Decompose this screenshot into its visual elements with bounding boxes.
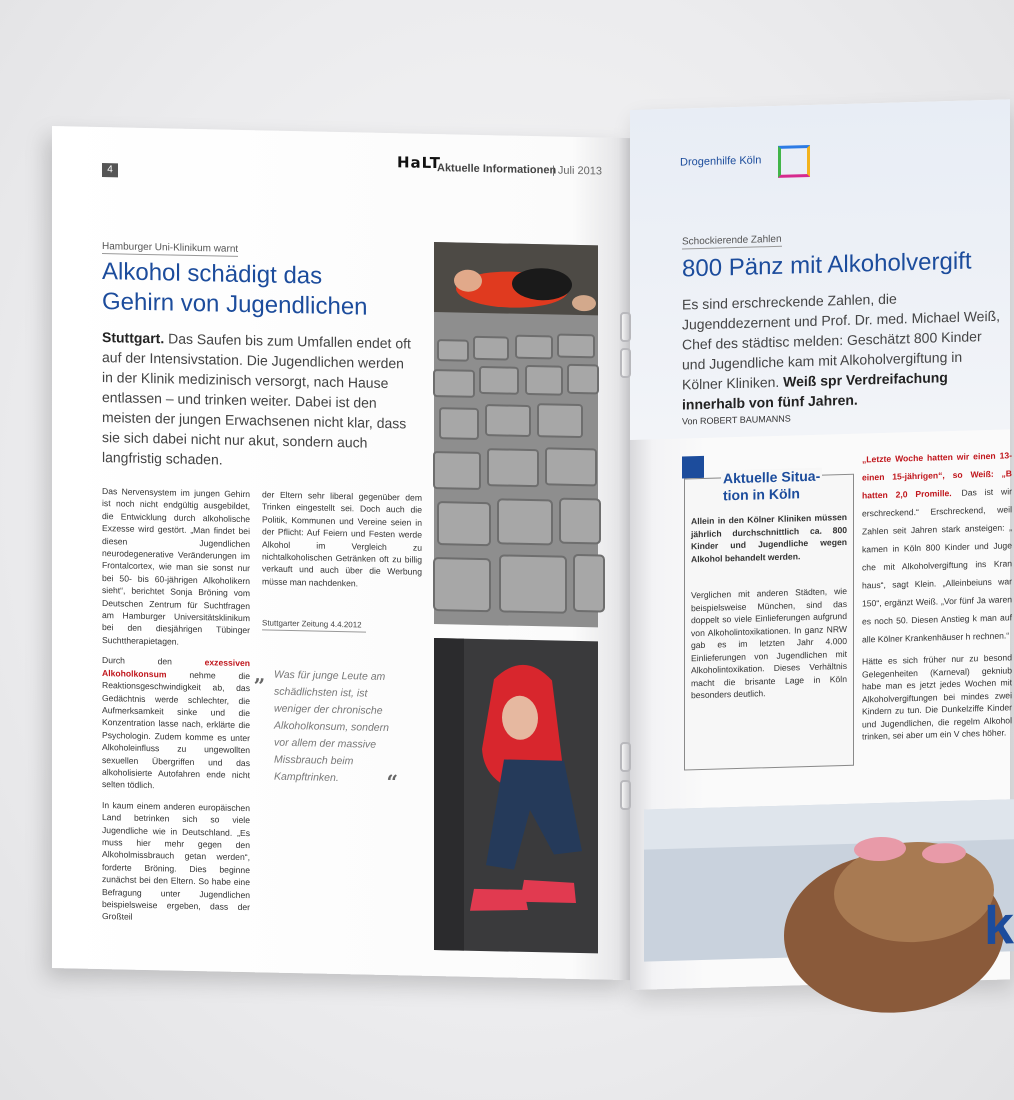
hooded-youth-graphic <box>434 638 598 953</box>
left-page <box>52 126 630 980</box>
right-headline: 800 Pänz mit Alkoholvergift <box>682 247 972 283</box>
photo-girl-hair <box>644 799 1014 961</box>
right-column <box>862 445 1012 743</box>
magazine-date: | Juli 2013 <box>552 164 602 178</box>
quote-open-icon: „ <box>254 662 266 687</box>
article-headline <box>102 257 368 323</box>
col1-p2-pre: Durch den <box>102 655 172 667</box>
org-name: Drogenhilfe Köln <box>680 154 762 169</box>
cobblestone-photo-graphic <box>434 242 598 627</box>
pull-quote-text: Was für junge Leute am schädlichsten ist, ist weniger der chronische Alkoholkonsum, sondern vor allem der massive Missbrauch beim Kampftrinken. <box>274 668 389 785</box>
situation-box <box>684 467 854 771</box>
spine-staple-4 <box>620 780 631 810</box>
body-column-1 <box>102 485 250 934</box>
right-kicker: Schockierende Zahlen <box>682 233 782 248</box>
magazine-title: Aktuelle Informationen <box>437 162 557 177</box>
col1-paragraph-1: Das Nervensystem im jungen Gehirn ist noch nicht endgültig ausgebildet, die Entwicklung durch alkoholische Exzesse wird gestört. „Man findet bei diesen Jugendlichen neurodegenerative Veränderungen im Frontalcortex, wie man sie sonst nur bei 50- bis 60-jährigen Alkoholikern sieht“, berichtet Sonja Bröning vom Deutschen Zentrum für Suchtfragen am Hamburger Universitätsklinikum bei den diesjährigen Tübinger Suchttherapietagen. <box>102 486 250 647</box>
box-title-line-1: Aktuelle Situa- <box>723 467 821 487</box>
box-square-icon <box>682 456 704 479</box>
right-page <box>630 99 1014 990</box>
photo-hooded-youth <box>434 638 598 953</box>
right-col-text-2: Hätte es sich früher nur zu besond Gelegenheiten (Karneval) gekniub habe man es jetzt jedes Wochen mit Alkoholvergiftungen bei mindes zwei Kindern zu tun. Die Dunkelziffe Kinder und Jugendlichen, die regelm Alkohol trinken, sei aber um ein V ches höher. <box>862 652 1012 742</box>
col1-paragraph-3: In kaum einem anderen europäischen Land betrinken sich so viele Jugendliche wie in Deutschland. „Es muss hier mehr gegen den Alkoholmissbrauch getan werden“, forderte Bröning. Dies beginne zunächst bei den Eltern. So habe eine Befragung unter Jugendlichen beispielsweise ergeben, dass der Großteil <box>102 799 250 923</box>
right-lead-bold: Weiß spr Verdreifachung innerhalb von fünf Jahren. <box>682 369 948 413</box>
article-lead <box>102 327 414 474</box>
quote-close-icon: “ <box>386 770 398 795</box>
article-source: Stuttgarter Zeitung 4.4.2012 <box>262 618 366 632</box>
right-col-text-1: Das ist wir erschreckend.“ Erschreckend, weil Zahlen seit Jahren stark ansteigen: „ kamen in Köln 800 Kinder und Juge che mit Alkoholvergiftung ins Kran haus“, sagt Klein. „Alleinbeiuns war 150“, ergänzt Weiß. „Vor fünf Ja waren es noch 50. Diesen Anstieg k man auf alle Kölner Krankenhäuser h rechnen.“ <box>862 486 1012 645</box>
halt-logo: HaLT <box>397 153 441 173</box>
lead-text: Das Saufen bis zum Umfallen endet oft auf der Intensivstation. Die Jugendlichen werden in der Klinik medizinisch versorgt, nach Hause entlassen – und trinken weiter. Dabei ist den meisten der jungen Erwachsenen nicht klar, dass sie sich dabei nicht nur akut, sondern auch langfristig schaden. <box>102 330 411 468</box>
girl-hair-graphic <box>644 799 1014 961</box>
box-body-text: Verglichen mit anderen Städten, wie beispielsweise München, sind das doppelt so viele Einlieferungen aufgrund von Alkoholintoxikationen. In ganz NRW gab es im letzten Jahr 4.000 Einlieferungen von Jugendlichen mit Alkoholintoxikation. Dieses Verhältnis macht die brisante Lage in Köln besonders deutlich. <box>691 585 847 701</box>
situation-box-title <box>721 468 822 505</box>
article-kicker: Hamburger Uni-Klinikum warnt <box>102 241 239 255</box>
col1-p2-post: nehme die Reaktionsgeschwindigkeit ab, das Gedächtnis werde schlechter, die Aufmerksamkeit sinke und die Konzentration lasse nach, erklärte die Psychologin. Zudem komme es unter Alkoholeinfluss zu ungewollten sexuellen Übergriffen und das alkoholisierte Autofahren ende nicht selten tödlich. <box>102 669 250 791</box>
box-title-line-2: tion in Köln <box>723 485 800 504</box>
right-lead-text: Es sind erschreckende Zahlen, die Jugenddezernent und Prof. Dr. med. Michael Weiß, Chef des städtisc melden: Geschätzt 800 Kinder und Jugendliche kam mit Alkoholvergiftung in Kölner Kliniken. <box>682 290 1001 393</box>
photo-cobblestones <box>434 242 598 627</box>
box-bold-text: Allein in den Kölner Kliniken müssen jährlich durchschnittlich ca. 800 Kinder und Jugendliche wegen Alkohol behandelt werden. <box>691 511 847 564</box>
col1-paragraph-2 <box>102 654 250 794</box>
headline-line-1: Alkohol schädigt das <box>102 258 323 290</box>
spine-staple-2 <box>620 348 631 378</box>
col2-paragraph-1: der Eltern sehr liberal gegenüber dem Trinken eingestellt sei. Doch auch die Politik, Kommunen und Vereine seien in der Pflicht: Auf Feiern und Festen werde Alkohol im Vergleich zu nichtalkoholischen Getränken oft zu billig verkauft und auch über die Werbung müsse man nachdenken. <box>262 489 422 589</box>
lead-city: Stuttgart. <box>102 329 165 347</box>
highlight-excessive-alcohol: exzessiven Alkoholkonsum <box>102 657 250 680</box>
right-lead <box>682 286 1002 415</box>
pull-quote <box>254 662 398 795</box>
spine-staple-3 <box>620 742 631 772</box>
drogenhilfe-logo-icon <box>778 145 810 178</box>
headline-line-2: Gehirn von Jugendlichen <box>102 288 368 321</box>
photo-overlay-letter: k <box>983 895 1014 957</box>
page-number: 4 <box>102 163 118 177</box>
spine-staple-1 <box>620 312 631 342</box>
red-quote: „Letzte Woche hatten wir einen 13- einen 15-jährigen“, so Weiß: „B hatten 2,0 Promille. <box>862 450 1012 501</box>
body-column-2 <box>262 488 422 599</box>
byline: Von ROBERT BAUMANNS <box>682 413 791 427</box>
